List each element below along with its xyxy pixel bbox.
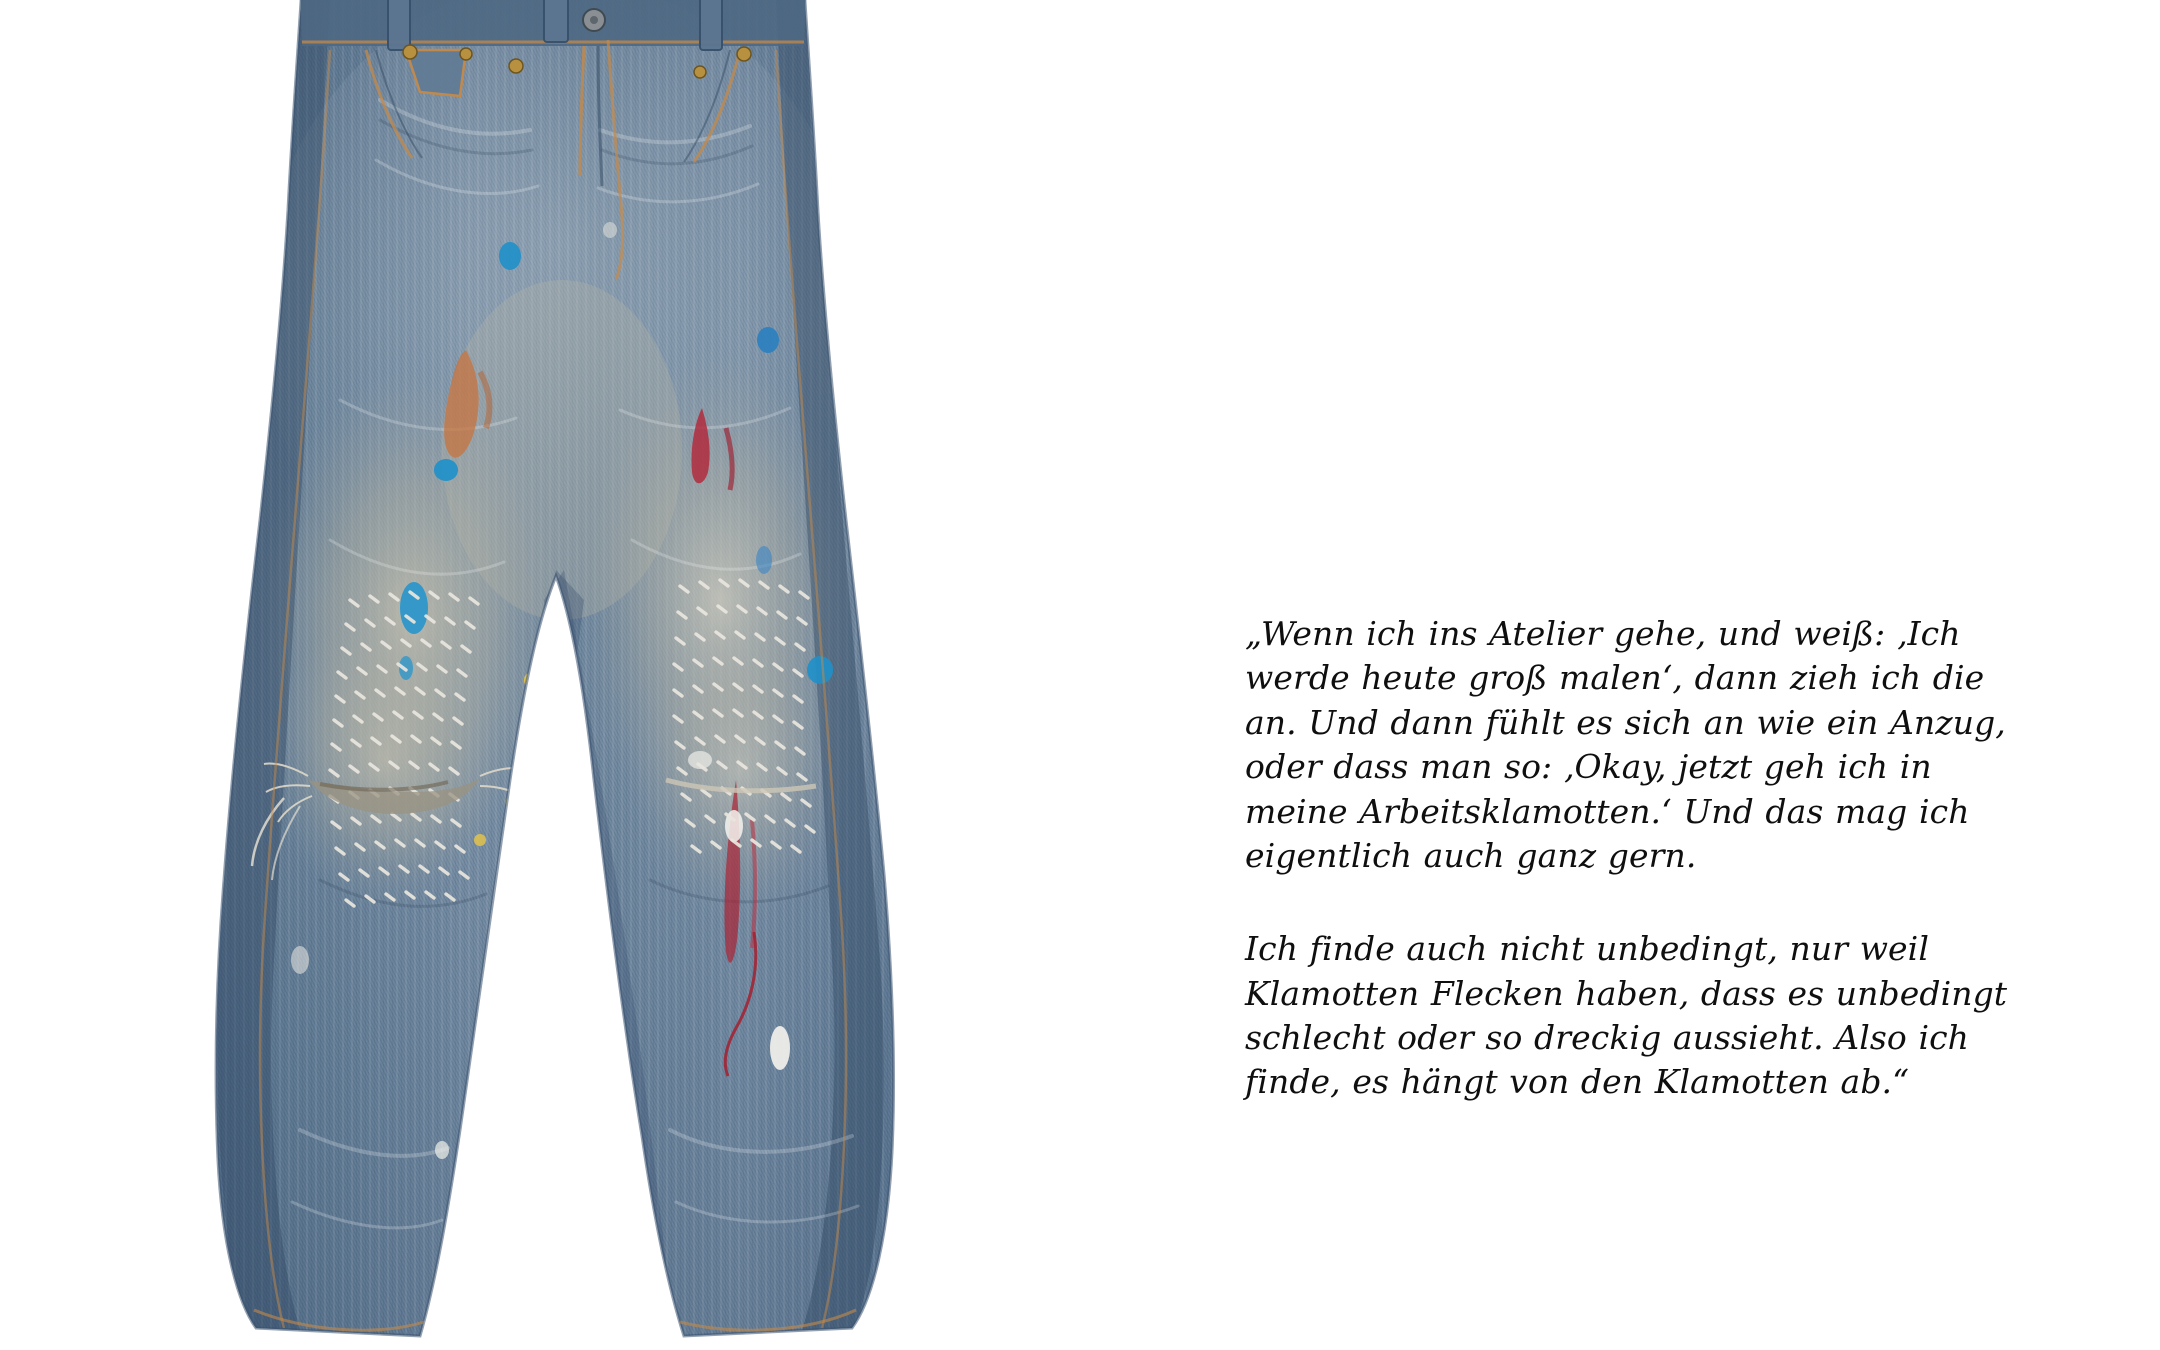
quote-block bbox=[1245, 612, 2045, 1105]
quote-paragraph-2: Ich finde auch nicht unbedingt, nur weil Klamotten Flecken haben, dass es unbedingt schlecht oder so dreckig aussieht. Also ich finde, es hängt von den Klamotten ab.“ bbox=[1245, 929, 2008, 1102]
photograph-of-paint-stained-jeans bbox=[180, 0, 1010, 1350]
quote-paragraph-1: „Wenn ich ins Atelier gehe, und weiß: ‚Ich werde heute groß malen‘, dann zieh ich die an. Und dann fühlt es sich an wie ein Anzug, oder dass man so: ‚Okay, jetzt geh ich in meine Arbeitsklamotten.‘ Und das mag ich eigentlich auch ganz gern. bbox=[1245, 614, 2006, 875]
